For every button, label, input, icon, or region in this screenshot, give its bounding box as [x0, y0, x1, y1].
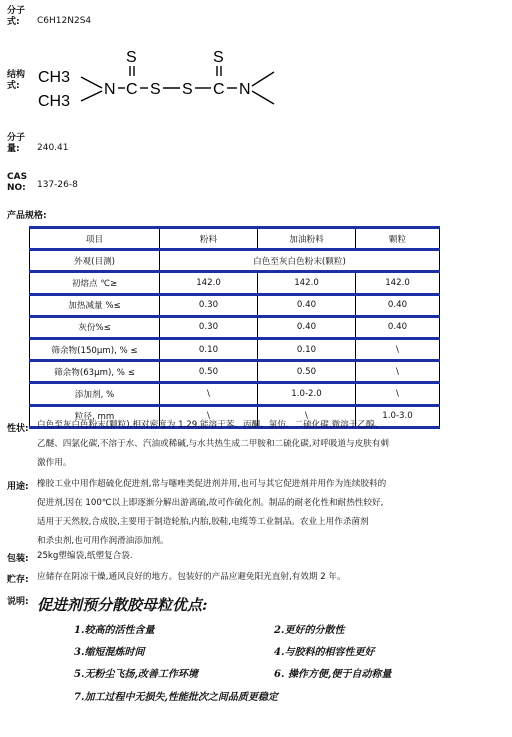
text-line: 和杀虫剂,也可用作润滑油添加剂。	[37, 536, 169, 546]
table-cell: 142.0	[160, 272, 258, 294]
methyl-left-bottom: CH3	[38, 93, 71, 110]
table-cell: 0.40	[356, 294, 440, 316]
table-cell: \	[356, 338, 440, 360]
table-cell: 0.40	[258, 294, 356, 316]
table-cell: 加热减量 %≤	[30, 294, 160, 316]
table-row	[30, 383, 440, 405]
text-line: 激作用。	[37, 458, 72, 468]
spec-title: 产品规格:	[7, 211, 47, 221]
text-line: 促进剂,因在 100℃以上即逐渐分解出游离硫,故可作硫化剂。制品的耐老化性和耐热性较好,	[37, 498, 384, 508]
table-cell: \	[160, 405, 258, 427]
sulfur-bridge-1: S	[150, 81, 161, 98]
table-cell: 初熔点 ℃≥	[30, 272, 160, 294]
table-cell: 0.10	[160, 338, 258, 360]
header-cell: 项目	[30, 228, 160, 250]
structural-formula	[36, 42, 336, 122]
storage-value: 应储存在阴凉干燥,通风良好的地方。包装好的产品应避免阳光直射,有效期 2 年。	[37, 572, 346, 582]
usage-label: 用途:	[7, 482, 29, 492]
table-cell: 筛余物(63μm), % ≤	[30, 361, 160, 383]
packaging-value: 25kg塑编袋,纸塑复合袋.	[37, 551, 133, 561]
nitrogen-left: N	[104, 81, 116, 98]
header-cell: 粉料	[160, 228, 258, 250]
table-cell: 0.40	[258, 316, 356, 338]
properties-text	[37, 416, 507, 473]
table-row	[30, 272, 440, 294]
carbon-left: C	[126, 81, 138, 98]
sulfur-bridge-2: S	[182, 81, 193, 98]
table-row	[30, 338, 440, 360]
text-line: 适用于天然胶,合成胶,主要用于制造轮胎,内胎,胶鞋,电缆等工业制品。农业上用作杀菌剂	[37, 517, 369, 527]
table-row	[30, 361, 440, 383]
table-cell: 0.30	[160, 294, 258, 316]
table-cell: 142.0	[356, 272, 440, 294]
header-cell: 加油粉料	[258, 228, 356, 250]
carbon-right: C	[213, 81, 225, 98]
table-cell: \	[356, 361, 440, 383]
table-cell: 外观(目测)	[30, 250, 160, 272]
cas-label: CAS NO:	[7, 172, 28, 193]
notes-label: 说明:	[7, 597, 29, 607]
header-cell: 颗粒	[356, 228, 440, 250]
sulfur-thione-right: S	[213, 49, 224, 66]
table-header-row	[30, 228, 440, 250]
table-row	[30, 250, 440, 272]
advantage-item: 6. 操作方便,便于自动称量	[274, 669, 392, 680]
table-cell: 1.0-3.0	[356, 405, 440, 427]
table-cell: 0.50	[258, 361, 356, 383]
table-cell: \	[160, 383, 258, 405]
methyl-left-top: CH3	[38, 69, 71, 86]
packaging-label: 包装:	[7, 554, 29, 564]
storage-label: 贮存:	[7, 575, 29, 585]
advantage-item: 2.更好的分散性	[274, 625, 345, 636]
advantage-item: 7.加工过程中无损失,性能批次之间品质更稳定	[74, 692, 278, 703]
table-cell: 0.50	[160, 361, 258, 383]
structure-label: 结构式:	[7, 70, 26, 91]
advantage-item: 5.无粉尘飞扬,改善工作环境	[74, 669, 198, 680]
text-line: 橡胶工业中用作超硫化促进剂,常与噻唑类促进剂并用,也可与其它促进剂并用作为连续胶料的	[37, 479, 387, 489]
cas-value: 137-26-8	[37, 180, 78, 190]
table-cell: 0.40	[356, 316, 440, 338]
advantage-item: 4.与胶料的相容性更好	[274, 647, 375, 658]
usage-text	[37, 475, 507, 551]
formula-value: C6H12N2S4	[37, 16, 92, 26]
text-line: 乙醚、四氯化碳,不溶于水、汽油或稀碱,与水共热生成二甲胺和二硫化碳,对呼吸道与皮肤有刺	[37, 439, 389, 449]
properties-label: 性状:	[7, 424, 29, 434]
advantages-heading: 促进剂预分散胶母粒优点:	[37, 596, 208, 614]
table-cell: 筛余物(150μm), % ≤	[30, 338, 160, 360]
table-cell: 白色至灰白色粉末(颗粒)	[160, 250, 440, 272]
nitrogen-right: N	[239, 81, 251, 98]
formula-label: 分子式:	[7, 6, 26, 27]
table-cell: 1.0-2.0	[258, 383, 356, 405]
table-row	[30, 294, 440, 316]
table-cell: 142.0	[258, 272, 356, 294]
mw-value: 240.41	[37, 143, 69, 153]
sulfur-thione-left: S	[126, 49, 137, 66]
mw-label: 分子量:	[7, 133, 26, 154]
table-cell: \	[356, 383, 440, 405]
table-cell: \	[258, 405, 356, 427]
table-cell: 添加剂, %	[30, 383, 160, 405]
table-cell: 0.10	[258, 338, 356, 360]
table-row	[30, 316, 440, 338]
table-cell: 灰份%≤	[30, 316, 160, 338]
spec-table	[29, 226, 440, 429]
table-cell: 粒径, mm	[30, 405, 160, 427]
text-line: 白色至灰白色粉末(颗粒),相对密度为 1.29,能溶于苯、丙酮、氯仿、二硫化碳,微溶于乙醇、	[37, 420, 384, 430]
advantage-item: 3.缩短混炼时间	[74, 647, 145, 658]
table-cell: 0.30	[160, 316, 258, 338]
advantage-item: 1.较高的活性含量	[74, 625, 155, 636]
